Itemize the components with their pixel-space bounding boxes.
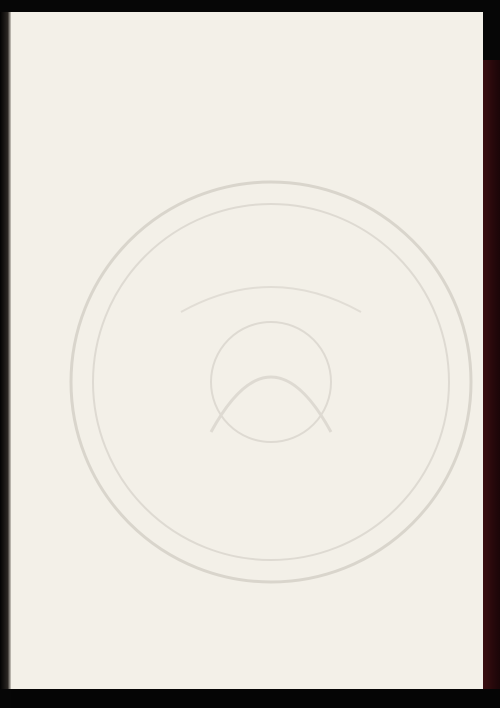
book-edge-bottom (11, 689, 500, 708)
book-edge-right (483, 60, 500, 708)
document-page (11, 12, 483, 689)
watermark-seal (61, 172, 481, 592)
book-spine (0, 12, 11, 689)
